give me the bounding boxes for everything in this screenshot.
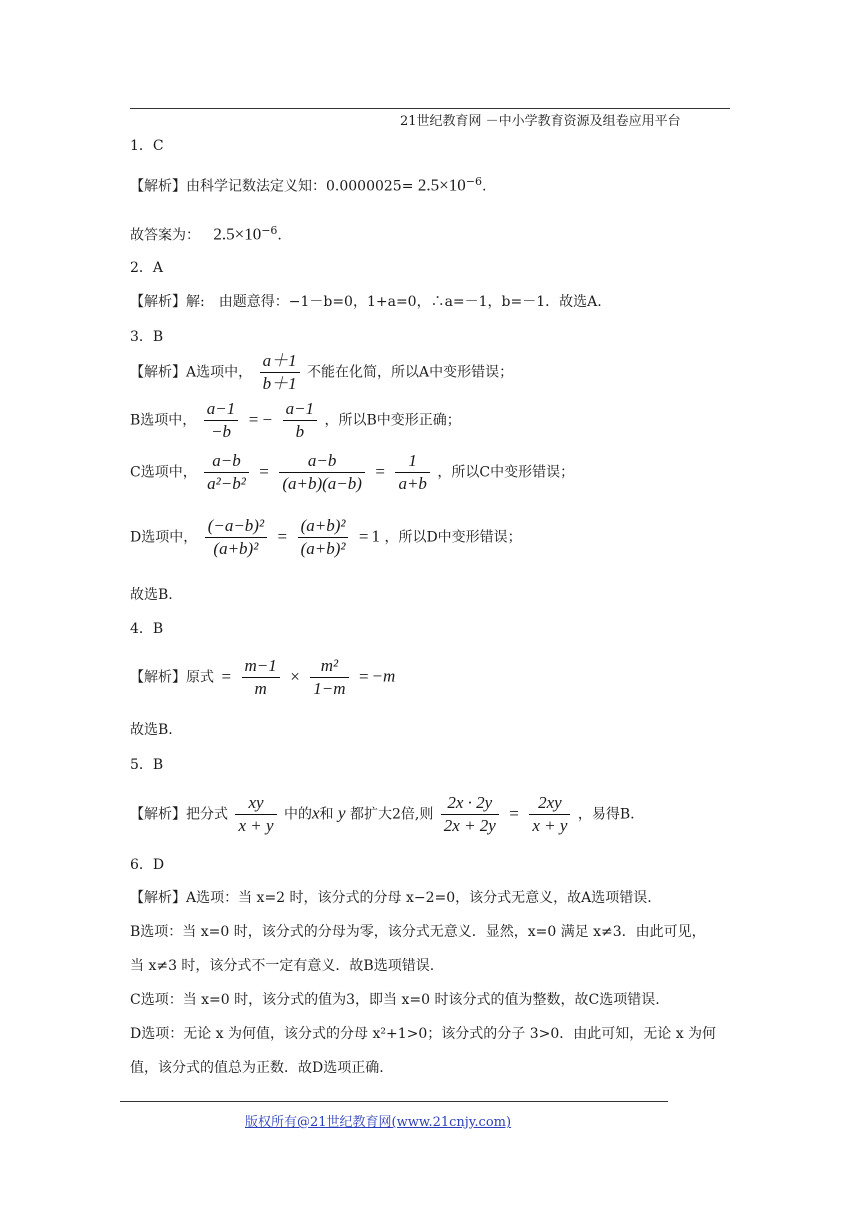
q6-line-4: C选项：当 x=0 时，该分式的值为3，即当 x=0 时该分式的值为整数，故C选项错误. [130,992,660,1008]
footer-rule [120,1101,668,1102]
fraction: $\frac{\text{(a+b)²}}{\text{(a+b)²}}$ [298,515,349,560]
q1-analysis: 【解析】由科学记数法定义知：$0.0000025= 2.5\times 10^{-6}$. [130,175,487,195]
header-text: 21世纪教育网 －中小学教育资源及组卷应用平台 [400,114,681,129]
fraction: $\frac{\text{m²}}{1-m}$ [310,655,348,700]
answer-1: 1．C [130,138,164,154]
answer-3: 3．B [130,329,164,345]
fraction: $\frac{1}{a+b}$ [395,450,429,495]
answer-4: 4．B [130,621,164,637]
fraction: $\frac{xy}{x + y}$ [235,792,276,837]
fraction: $\frac{a-1}{-b}$ [204,398,238,443]
q4-analysis: 【解析】原式 = $\frac{m-1}{m}$ × $\frac{\text{m²}}{1-m}$ = −m [130,656,396,698]
q6-line-3: 当 x≠3 时，该分式不一定有意义．故B选项错误. [130,958,435,974]
q3-option-b: B选项中， $\frac{a-1}{-b}$ = − $\frac{a-1}{b}$ ，所以B中变形正确； [130,399,461,441]
answer-5: 5．B [130,757,164,773]
q3-option-c: C选项中， $\frac{a-b}{\text{a²−b²}}$ = $\frac{a-b}{(a+b)(a-b)}$ = $\frac{1}{a+b}$ ，所以C中变形错误； [130,451,575,493]
fraction: $\frac{2x \cdot 2y}{2x + 2y}$ [441,792,499,837]
fraction: $\frac{2xy}{x + y}$ [529,792,570,837]
fraction: $\frac{a-b}{\text{a²−b²}}$ [204,450,249,495]
q1-answer-line: 故答案为： $2.5\times 10^{-6}$. [130,224,282,244]
fraction: $\frac{a-1}{b}$ [283,398,317,443]
q5-analysis: 【解析】把分式 $\frac{xy}{x + y}$ 中的x和 y 都扩大2倍,则 $\frac{2x \cdot 2y}{2x + 2y}$ = $\frac{2xy}{x + y}$ ，易得B. [130,793,635,835]
q3-option-d: D选项中， $\frac{\text{(−a−b)²}}{\text{(a+b)²}}$ = $\frac{\text{(a+b)²}}{\text{(a+b)²}}$ = 1 ，所以D中变形错误； [130,516,522,558]
q3-conclusion: 故选B. [130,587,173,603]
q3-option-a: 【解析】A选项中， $\frac{a+1}{b+1}$ 不能在化简，所以A中变形错误； [130,351,514,393]
copyright-link[interactable]: 版权所有@21世纪教育网(www.21cnjy.com) [245,1115,512,1130]
fraction: $\frac{m-1}{m}$ [242,655,280,700]
fraction: $\frac{a+1}{b+1}$ [260,350,300,395]
fraction: $\frac{\text{(−a−b)²}}{\text{(a+b)²}}$ [205,515,267,560]
header-rule [130,108,730,109]
q2-analysis: 【解析】解: 由题意得：−1－b=0，1+a=0，∴a=－1，b=－1．故选A. [130,294,602,310]
q4-conclusion: 故选B. [130,722,173,738]
analysis-tag: 【解析】 [130,178,186,195]
fraction: $\frac{a-b}{(a+b)(a-b)}$ [279,450,365,495]
q6-line-6: 值，该分式的值总为正数．故D选项正确. [130,1060,384,1076]
q6-line-5: D选项：无论 x 为何值，该分式的分母 x²+1>0；该分式的分子 3>0．由此可知，无论 x 为何 [130,1026,717,1042]
answer-2: 2．A [130,260,164,276]
q6-line-1: 【解析】A选项：当 x=2 时，该分式的分母 x−2=0，该分式无意义，故A选项错误. [130,890,652,906]
q6-line-2: B选项：当 x=0 时，该分式的分母为零，该分式无意义．显然，x=0 满足 x≠3．由此可见， [130,924,706,940]
answer-6: 6．D [130,857,165,873]
